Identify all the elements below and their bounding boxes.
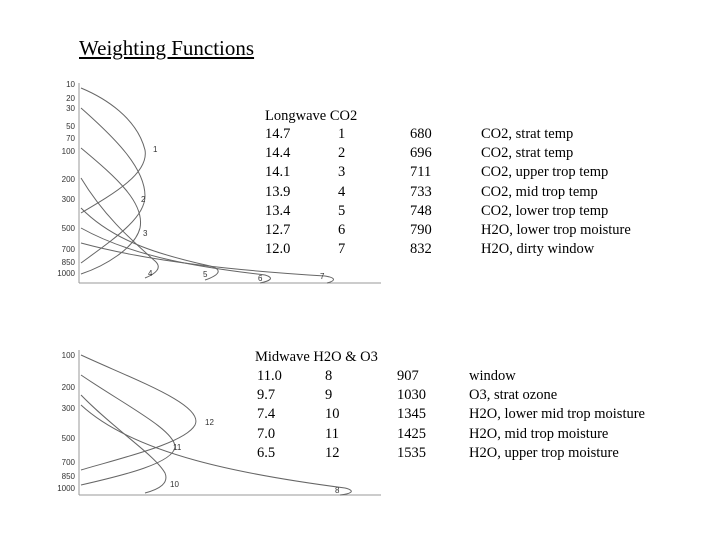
midwave-description-cell: H2O, upper trop moisture bbox=[469, 444, 619, 461]
curve-label: 3 bbox=[143, 229, 148, 238]
pressure-tick-label: 200 bbox=[61, 383, 75, 392]
longwave-wavenumber-cell: 748 bbox=[410, 202, 432, 219]
pressure-tick-label: 1000 bbox=[57, 484, 75, 493]
weighting-curve-1 bbox=[81, 88, 145, 213]
longwave-row bbox=[265, 183, 685, 202]
longwave-row bbox=[265, 144, 685, 163]
pressure-tick-label: 700 bbox=[61, 245, 75, 254]
pressure-tick-label: 30 bbox=[66, 104, 75, 113]
longwave-row bbox=[265, 202, 685, 221]
midwave-channel-cell: 12 bbox=[325, 444, 340, 461]
pressure-tick-label: 700 bbox=[61, 458, 75, 467]
midwave-channel-cell: 11 bbox=[325, 425, 339, 442]
longwave-description-cell: H2O, lower trop moisture bbox=[481, 221, 631, 238]
pressure-tick-label: 70 bbox=[66, 134, 75, 143]
longwave-channel-cell: 3 bbox=[338, 164, 346, 181]
longwave-row bbox=[265, 125, 685, 144]
longwave-wavenumber-cell: 680 bbox=[410, 126, 432, 142]
curve-label: 6 bbox=[258, 274, 263, 283]
longwave-wavelength-cell: 14.7 bbox=[265, 126, 291, 142]
midwave-wavelength-cell: 7.4 bbox=[257, 406, 276, 423]
longwave-wavelength-cell: 12.7 bbox=[265, 221, 291, 238]
curve-label: 1 bbox=[153, 145, 158, 154]
pressure-tick-label: 500 bbox=[61, 224, 75, 233]
midwave-wavenumber-cell: 907 bbox=[397, 368, 419, 384]
curve-label: 12 bbox=[205, 418, 214, 427]
longwave-wavenumber-cell: 696 bbox=[410, 145, 432, 162]
longwave-channel-cell: 7 bbox=[338, 241, 346, 258]
weighting-curve-10 bbox=[81, 395, 166, 493]
midwave-wavenumber-cell: 1535 bbox=[397, 444, 426, 461]
midwave-channel-cell: 10 bbox=[325, 406, 340, 423]
pressure-tick-label: 100 bbox=[61, 147, 75, 156]
midwave-row bbox=[255, 405, 695, 424]
pressure-tick-label: 50 bbox=[66, 122, 75, 131]
weighting-curve-2 bbox=[81, 108, 145, 263]
longwave-heading: Longwave CO2 bbox=[265, 108, 358, 124]
longwave-channel-cell: 6 bbox=[338, 221, 346, 238]
midwave-description-cell: window bbox=[469, 368, 516, 384]
longwave-channel-cell: 5 bbox=[338, 202, 346, 219]
midwave-wavelength-cell: 7.0 bbox=[257, 425, 276, 442]
longwave-description-cell: CO2, mid trop temp bbox=[481, 183, 598, 200]
longwave-wavenumber-cell: 733 bbox=[410, 183, 432, 200]
longwave-description-cell: H2O, dirty window bbox=[481, 241, 595, 258]
longwave-tick-labels bbox=[57, 80, 75, 278]
midwave-wavenumber-cell: 1425 bbox=[397, 425, 426, 442]
longwave-channel-cell: 2 bbox=[338, 145, 346, 162]
pressure-tick-label: 300 bbox=[61, 195, 75, 204]
pressure-tick-label: 20 bbox=[66, 94, 75, 103]
longwave-description-cell: CO2, upper trop temp bbox=[481, 164, 609, 181]
weighting-curve-4 bbox=[81, 178, 158, 278]
longwave-wavenumber-cell: 790 bbox=[410, 221, 432, 238]
midwave-wavelength-cell: 9.7 bbox=[257, 387, 276, 404]
midwave-heading: Midwave H2O & O3 bbox=[255, 349, 378, 365]
longwave-wavelength-cell: 13.9 bbox=[265, 183, 291, 200]
longwave-channel-cell: 4 bbox=[338, 183, 346, 200]
longwave-description-cell: CO2, lower trop temp bbox=[481, 202, 609, 219]
longwave-wavelength-cell: 14.1 bbox=[265, 164, 291, 181]
pressure-tick-label: 1000 bbox=[57, 269, 75, 278]
pressure-tick-label: 10 bbox=[66, 80, 75, 89]
curve-label: 10 bbox=[170, 480, 179, 489]
midwave-wavenumber-cell: 1030 bbox=[397, 387, 426, 404]
midwave-tick-labels bbox=[57, 351, 75, 493]
midwave-table bbox=[255, 367, 695, 467]
longwave-wavenumber-cell: 711 bbox=[410, 164, 432, 181]
midwave-channel-cell: 8 bbox=[325, 368, 333, 384]
longwave-wavenumber-cell: 832 bbox=[410, 241, 432, 258]
longwave-row bbox=[265, 163, 685, 182]
pressure-tick-label: 100 bbox=[61, 351, 75, 360]
weighting-curve-6 bbox=[81, 228, 270, 283]
midwave-description-cell: H2O, lower mid trop moisture bbox=[469, 406, 645, 423]
longwave-description-cell: CO2, strat temp bbox=[481, 145, 574, 162]
midwave-row bbox=[255, 425, 695, 444]
curve-label: 8 bbox=[335, 486, 340, 495]
longwave-table bbox=[265, 125, 685, 265]
pressure-tick-label: 850 bbox=[61, 258, 75, 267]
midwave-wavelength-cell: 6.5 bbox=[257, 444, 276, 461]
longwave-wavelength-cell: 12.0 bbox=[265, 241, 291, 258]
midwave-description-cell: O3, strat ozone bbox=[469, 387, 558, 404]
midwave-row bbox=[255, 386, 695, 405]
curve-label: 7 bbox=[320, 272, 325, 281]
longwave-description-cell: CO2, strat temp bbox=[481, 126, 574, 142]
longwave-row bbox=[265, 240, 685, 259]
longwave-row bbox=[265, 221, 685, 240]
curve-label: 11 bbox=[173, 443, 182, 452]
pressure-tick-label: 500 bbox=[61, 434, 75, 443]
pressure-tick-label: 200 bbox=[61, 175, 75, 184]
pressure-tick-label: 300 bbox=[61, 404, 75, 413]
curve-label: 5 bbox=[203, 270, 208, 279]
midwave-description-cell: H2O, mid trop moisture bbox=[469, 425, 609, 442]
midwave-wavenumber-cell: 1345 bbox=[397, 406, 426, 423]
curve-label: 2 bbox=[141, 195, 146, 204]
midwave-row bbox=[255, 444, 695, 463]
midwave-wavelength-cell: 11.0 bbox=[257, 368, 282, 384]
midwave-channel-cell: 9 bbox=[325, 387, 333, 404]
pressure-tick-label: 850 bbox=[61, 472, 75, 481]
longwave-channel-cell: 1 bbox=[338, 126, 346, 142]
weighting-curve-3 bbox=[81, 148, 141, 274]
curve-label: 4 bbox=[148, 269, 153, 278]
longwave-wavelength-cell: 14.4 bbox=[265, 145, 291, 162]
page-title: Weighting Functions bbox=[79, 36, 255, 60]
longwave-wavelength-cell: 13.4 bbox=[265, 202, 291, 219]
midwave-row bbox=[255, 367, 695, 386]
